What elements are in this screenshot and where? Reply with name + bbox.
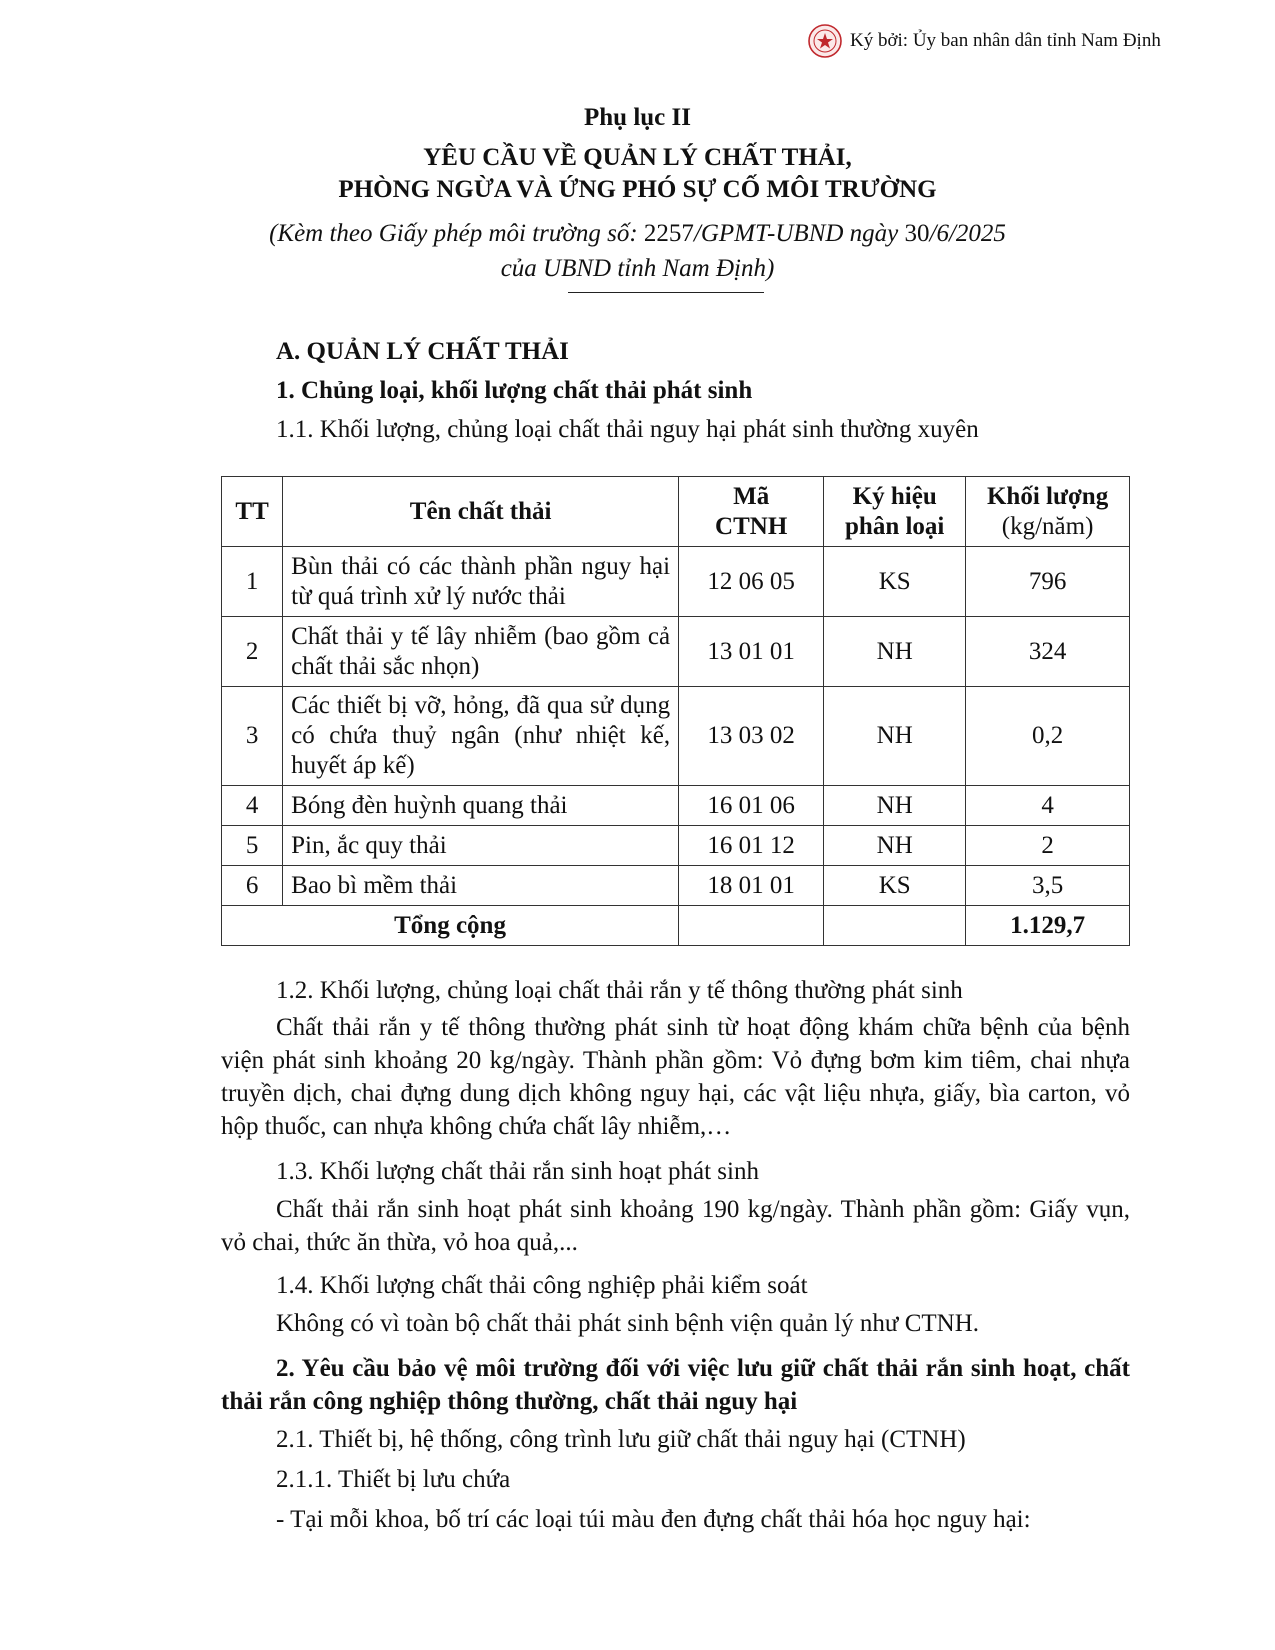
- digital-signature: [808, 24, 1161, 58]
- header-code: Mã CTNH: [679, 477, 824, 547]
- cell-mass: 2: [966, 826, 1130, 866]
- hazardous-waste-table: [221, 476, 1130, 946]
- cell-mass: 796: [966, 547, 1130, 617]
- table-total-row: [222, 906, 1130, 946]
- table-header-row: [222, 477, 1130, 547]
- cell-tt: 2: [222, 617, 283, 687]
- paragraph-1-3: Chất thải rắn sinh hoạt phát sinh khoảng 190 kg/ngày. Thành phần gồm: Giấy vụn, vỏ chai, thức ăn thừa, vỏ hoa quả,...: [221, 1196, 1130, 1256]
- header-mass: Khối lượng (kg/năm): [966, 477, 1130, 547]
- subsection-1-3: 1.3. Khối lượng chất thải rắn sinh hoạt phát sinh: [276, 1158, 759, 1185]
- ref-date-rest: /6/2025: [929, 220, 1006, 247]
- cell-name: Bùn thải có các thành phần nguy hại từ quá trình xử lý nước thải: [283, 547, 679, 617]
- cell-name: Bao bì mềm thải: [283, 866, 679, 906]
- section-2-heading: 2. Yêu cầu bảo vệ môi trường đối với việc lưu giữ chất thải rắn sinh hoạt, chất thải rắn công nghiệp thông thường, chất thải nguy hại: [221, 1355, 1130, 1415]
- ref-middle: /GPMT-UBND ngày: [693, 220, 899, 247]
- cell-mass: 0,2: [966, 687, 1130, 786]
- total-label: Tổng cộng: [222, 906, 679, 946]
- cell-mass: 4: [966, 786, 1130, 826]
- table-row: [222, 826, 1130, 866]
- total-value: 1.129,7: [966, 906, 1130, 946]
- cell-symbol: NH: [824, 826, 966, 866]
- table-row: [222, 687, 1130, 786]
- main-title-line2: PHÒNG NGỪA VÀ ỨNG PHÓ SỰ CỐ MÔI TRƯỜNG: [338, 176, 937, 203]
- subsection-2-1-1: 2.1.1. Thiết bị lưu chứa: [276, 1466, 511, 1493]
- cell-tt: 5: [222, 826, 283, 866]
- permit-reference-line2: của UBND tỉnh Nam Định): [500, 255, 775, 282]
- permit-reference: [0, 220, 1275, 248]
- subsection-1-1: 1.1. Khối lượng, chủng loại chất thải nguy hại phát sinh thường xuyên: [276, 416, 979, 443]
- cell-name: Pin, ắc quy thải: [283, 826, 679, 866]
- table-row: [222, 866, 1130, 906]
- header-symbol: Ký hiệu phân loại: [824, 477, 966, 547]
- cell-code: 16 01 06: [679, 786, 824, 826]
- subsection-1-2: 1.2. Khối lượng, chủng loại chất thải rắn y tế thông thường phát sinh: [276, 977, 963, 1004]
- cell-mass: 3,5: [966, 866, 1130, 906]
- paragraph-1-2: Chất thải rắn y tế thông thường phát sinh từ hoạt động khám chữa bệnh của bệnh viện phát sinh khoảng 20 kg/ngày. Thành phần gồm: Vỏ đựng bơm kim tiêm, chai nhựa truyền dịch, chai đựng dung dịch không nguy hại, các vật liệu nhựa, giấy, bìa carton, vỏ hộp thuốc, can nhựa không chứa chất lây nhiễm,…: [221, 1014, 1130, 1140]
- cell-code: 13 03 02: [679, 687, 824, 786]
- state-emblem-seal-icon: [808, 24, 842, 58]
- cell-tt: 6: [222, 866, 283, 906]
- appendix-title: Phụ lục II: [584, 104, 691, 131]
- cell-symbol: NH: [824, 687, 966, 786]
- ref-prefix: (Kèm theo Giấy phép môi trường số:: [269, 220, 638, 247]
- table-row: [222, 617, 1130, 687]
- ref-number: 2257: [643, 220, 694, 247]
- signature-text: Ký bởi: Ủy ban nhân dân tỉnh Nam Định: [850, 30, 1161, 51]
- paragraph-1-4: Không có vì toàn bộ chất thải phát sinh bệnh viện quản lý như CTNH.: [276, 1310, 980, 1337]
- cell-mass: 324: [966, 617, 1130, 687]
- cell-code: 13 01 01: [679, 617, 824, 687]
- total-code-empty: [679, 906, 824, 946]
- section-a-heading: A. QUẢN LÝ CHẤT THẢI: [276, 338, 569, 365]
- cell-symbol: NH: [824, 617, 966, 687]
- table-row: [222, 786, 1130, 826]
- paragraph-2-1-1: - Tại mỗi khoa, bố trí các loại túi màu đen đựng chất thải hóa học nguy hại:: [276, 1506, 1031, 1533]
- reference-underline: [568, 292, 764, 293]
- cell-code: 18 01 01: [679, 866, 824, 906]
- cell-name: Các thiết bị vỡ, hỏng, đã qua sử dụng có chứa thuỷ ngân (như nhiệt kế, huyết áp kế): [283, 687, 679, 786]
- cell-tt: 1: [222, 547, 283, 617]
- ref-date-day: 30: [904, 220, 930, 247]
- cell-code: 16 01 12: [679, 826, 824, 866]
- header-name: Tên chất thải: [283, 477, 679, 547]
- cell-symbol: KS: [824, 866, 966, 906]
- subsection-2-1: 2.1. Thiết bị, hệ thống, công trình lưu giữ chất thải nguy hại (CTNH): [276, 1426, 966, 1453]
- cell-symbol: NH: [824, 786, 966, 826]
- section-1-heading: 1. Chủng loại, khối lượng chất thải phát sinh: [276, 377, 753, 404]
- cell-code: 12 06 05: [679, 547, 824, 617]
- header-tt: TT: [222, 477, 283, 547]
- table-row: [222, 547, 1130, 617]
- cell-tt: 4: [222, 786, 283, 826]
- subsection-1-4: 1.4. Khối lượng chất thải công nghiệp phải kiểm soát: [276, 1272, 808, 1299]
- main-title-line1: YÊU CẦU VỀ QUẢN LÝ CHẤT THẢI,: [423, 144, 852, 171]
- cell-tt: 3: [222, 687, 283, 786]
- cell-name: Bóng đèn huỳnh quang thải: [283, 786, 679, 826]
- total-symbol-empty: [824, 906, 966, 946]
- cell-symbol: KS: [824, 547, 966, 617]
- cell-name: Chất thải y tế lây nhiễm (bao gồm cả chất thải sắc nhọn): [283, 617, 679, 687]
